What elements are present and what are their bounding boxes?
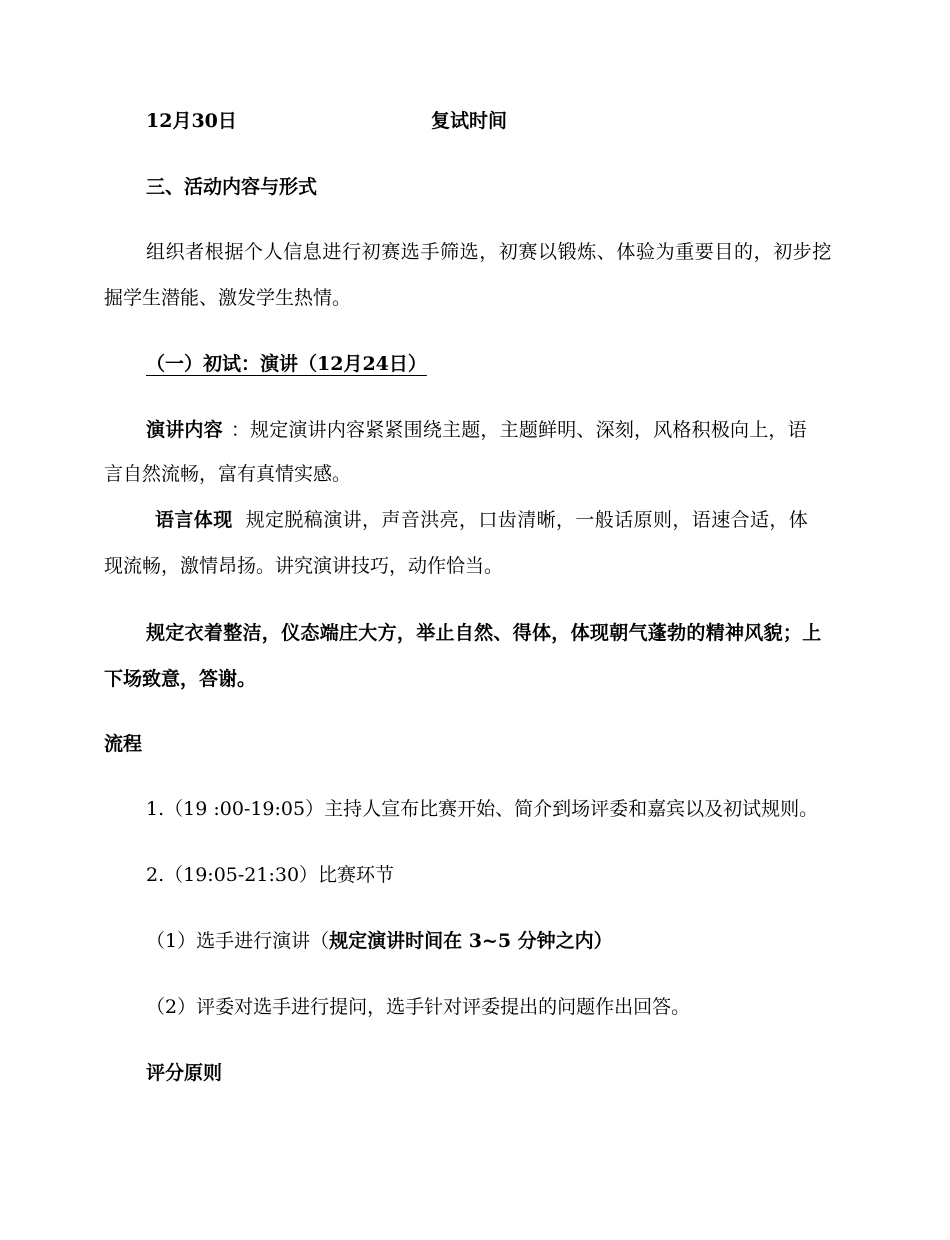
process-step-1: 1.（19 :00-19:05）主持人宣布比赛开始、简介到场评委和嘉宾以及初试规则。 [146,798,819,820]
subsection-1-heading: （一）初试：演讲（12月24日） [146,353,427,375]
process-step-2: 2.（19:05-21:30）比赛环节 [146,864,395,886]
speech-content-line-1 [146,421,807,440]
intro-line-2: 掘学生潜能、激发学生热情。 [104,287,352,309]
speech-content-text: ：规定演讲内容紧紧围绕主题，主题鲜明、深刻，风格积极向上，语 [230,419,807,441]
language-text: 规定脱稿演讲，声音洪亮，口齿清晰，一般话原则，语速合适，体 [245,509,809,531]
retest-time-label: 复试时间 [431,110,508,132]
sub-step-1-bold: 规定演讲时间在 3~5 分钟之内） [329,930,613,952]
language-line-1 [155,511,808,530]
intro-line-1: 组织者根据个人信息进行初赛选手筛选，初赛以锻炼、体验为重要目的，初步挖 [146,241,833,263]
section-3-heading: 三、活动内容与形式 [146,176,318,198]
attire-line-1: 规定衣着整洁，仪态端庄大方，举止自然、得体，体现朝气蓬勃的精神风貌；上 [146,622,822,644]
attire-line-2: 下场致意，答谢。 [104,668,257,690]
speech-content-label: 演讲内容 [146,419,223,441]
process-sub-step-1 [146,932,613,951]
scoring-heading: 评分原则 [146,1062,223,1084]
speech-content-line-2: 言自然流畅，富有真情实感。 [104,463,352,485]
language-line-2: 现流畅，激情昂扬。讲究演讲技巧，动作恰当。 [104,555,504,577]
language-label: 语言体现 [155,509,233,531]
process-sub-step-2: （2）评委对选手进行提问，选手针对评委提出的问题作出回答。 [146,996,691,1018]
date-text: 12月30日 [146,110,237,132]
process-heading: 流程 [104,733,143,755]
sub-step-1-prefix: （1）选手进行演讲（ [146,930,330,952]
